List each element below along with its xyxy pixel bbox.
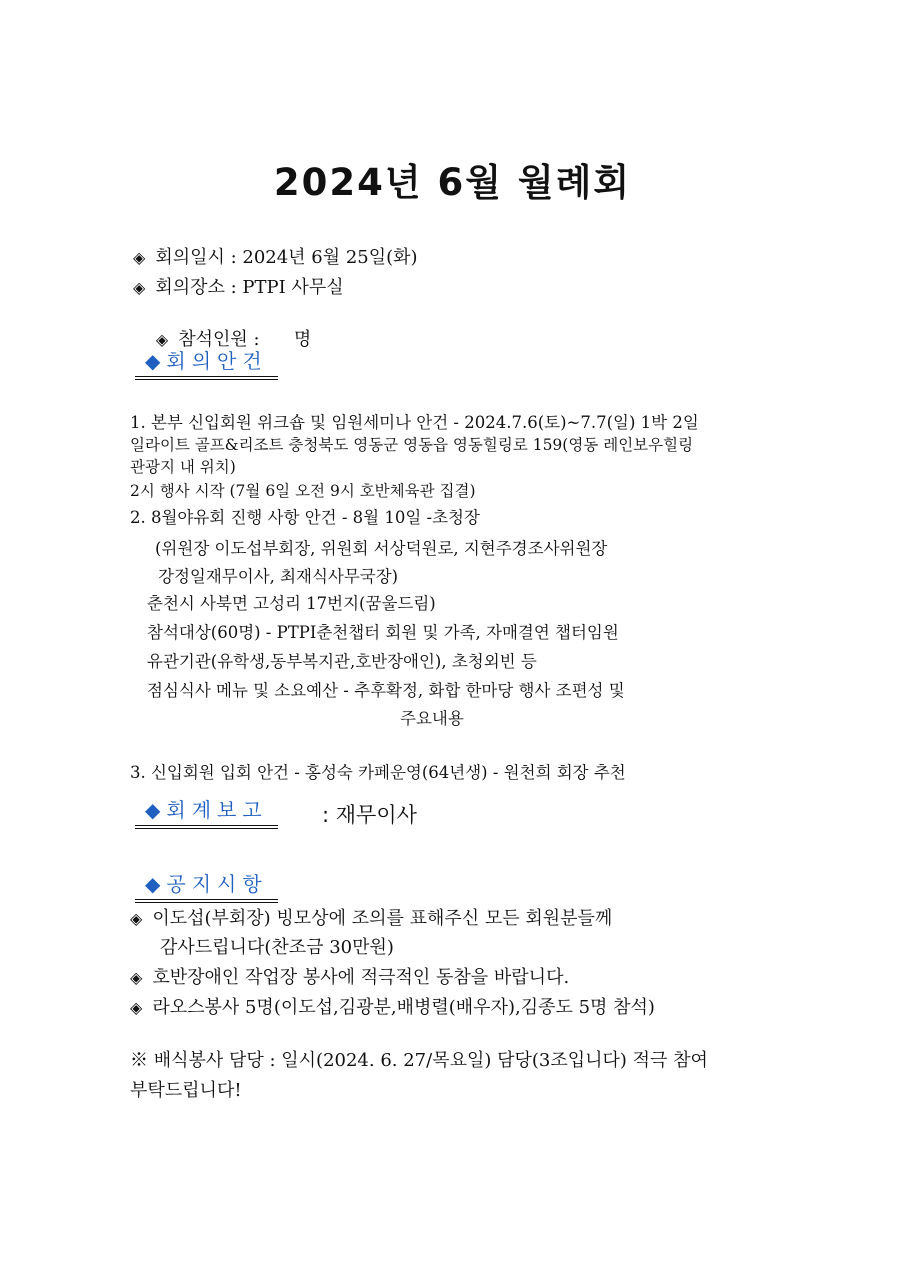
agenda-line: 춘천시 사북면 고성리 17번지(꿈울드림)	[147, 594, 436, 613]
diamond-bullet-icon: ◈	[130, 909, 143, 928]
agenda-line: 참석대상(60명) - PTPI춘천챕터 회원 및 가족, 자매결연 챕터임원	[147, 623, 619, 642]
agenda-heading-text: 회의안건	[166, 349, 268, 373]
page-title: 2024년 6월 월례회	[273, 161, 632, 204]
diamond-bullet-icon: ◈	[130, 968, 143, 987]
agenda-line: 점심식사 메뉴 및 소요예산 - 추후확정, 화합 한마당 행사 조편성 및	[147, 681, 625, 700]
diamond-bullet-icon: ◈	[133, 248, 146, 267]
notice-item	[160, 937, 394, 959]
agenda-line: 관광지 내 위치)	[130, 458, 236, 476]
agenda-line: 유관기관(유학생,동부복지관,호반장애인), 초청외빈 등	[147, 652, 537, 671]
meeting-date-text: 회의일시 : 2024년 6월 25일(화)	[155, 247, 418, 268]
footer-line: 부탁드립니다!	[130, 1080, 242, 1101]
agenda-line: 일라이트 골프&리조트 충청북도 영동군 영동읍 영동힐링로 159(영동 레인보우힐링	[130, 436, 694, 454]
notice-heading-text: 공지시항	[166, 872, 268, 896]
notice-item-text: 호반장애인 작업장 봉사에 적극적인 동참을 바랍니다.	[152, 967, 570, 988]
meeting-place-text: 회의장소 : PTPI 사무실	[155, 277, 344, 298]
agenda-line: 1. 본부 신입회원 위크숍 및 임원세미나 안건 - 2024.7.6(토)~7.7(일) 1박 2일	[130, 413, 699, 432]
agenda-line: 3. 신입회원 입회 안건 - 홍성숙 카페운영(64년생) - 원천희 회장 추천	[130, 763, 626, 782]
notice-item-text: 감사드립니다(찬조금 30만원)	[160, 937, 394, 958]
agenda-line: 2시 행사 시작 (7월 6일 오전 9시 호반체육관 집결)	[130, 482, 476, 500]
meeting-date	[133, 247, 418, 269]
report-suffix: : 재무이사	[322, 803, 417, 827]
report-heading	[135, 794, 278, 829]
notice-item-text: 라오스봉사 5명(이도섭,김광분,배병렬(배우자),김종도 5명 참석)	[152, 997, 655, 1018]
blue-diamond-icon: ◆	[145, 349, 161, 373]
meeting-attendees-text: 참석인원 : 명	[178, 329, 312, 350]
blue-diamond-icon: ◆	[145, 872, 161, 896]
diamond-bullet-icon: ◈	[133, 278, 146, 297]
agenda-line: 강정일재무이사, 최재식사무국장)	[158, 567, 399, 586]
notice-heading	[135, 868, 278, 903]
notice-item-text: 이도섭(부회장) 빙모상에 조의를 표해주신 모든 회원분들께	[152, 908, 613, 929]
diamond-bullet-icon: ◈	[130, 998, 143, 1017]
footer-line: ※ 배식봉사 담당 : 일시(2024. 6. 27/목요일) 담당(3조입니다) 적극 참여	[130, 1050, 708, 1071]
report-heading-text: 회계보고	[166, 798, 268, 822]
agenda-line: 주요내용	[400, 709, 464, 728]
diamond-bullet-icon: ◈	[155, 330, 169, 349]
agenda-line: (위원장 이도섭부회장, 위원회 서상덕원로, 지현주경조사위원장	[155, 539, 608, 558]
meeting-place	[133, 277, 344, 299]
agenda-line: 2. 8월야유회 진행 사항 안건 - 8월 10일 -초청장	[130, 508, 480, 527]
blue-diamond-icon: ◆	[145, 798, 161, 822]
notice-item	[130, 997, 655, 1019]
notice-item	[130, 908, 612, 930]
agenda-heading	[135, 345, 278, 380]
notice-item	[130, 967, 569, 989]
